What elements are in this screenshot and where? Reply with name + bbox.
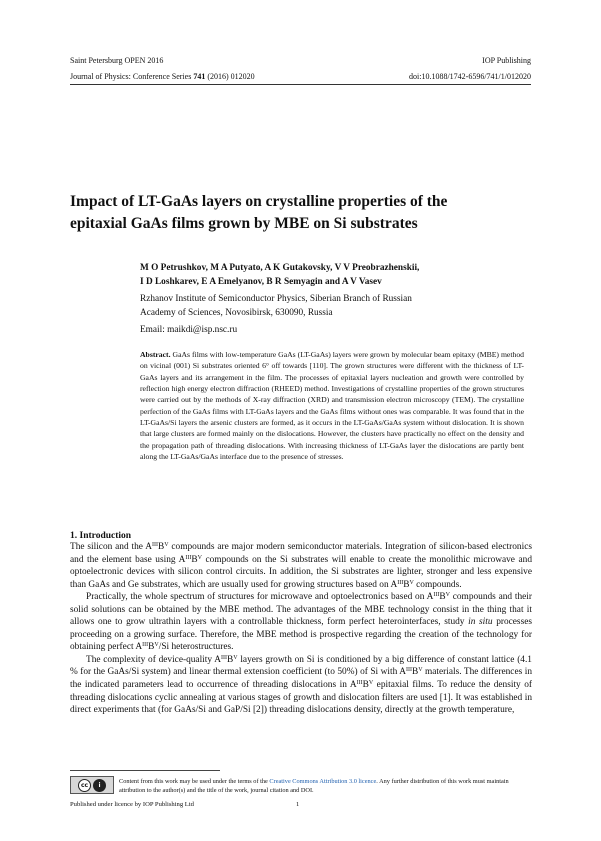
superscript: III	[397, 579, 404, 586]
doi[interactable]: doi:10.1088/1742-6596/741/1/012020	[409, 72, 531, 81]
text-run: B	[227, 654, 234, 665]
superscript: III	[221, 654, 228, 661]
superscript: III	[356, 680, 363, 687]
author-list	[140, 261, 530, 289]
superscript: III	[185, 554, 192, 561]
abstract	[140, 349, 524, 462]
cc-icon: cc	[78, 779, 91, 792]
superscript: III	[433, 592, 440, 599]
text-run: B	[362, 680, 369, 691]
journal-year-article: (2016) 012020	[205, 72, 255, 81]
title-line-2: epitaxial GaAs films grown by MBE on Si substrates	[70, 215, 418, 232]
superscript: III	[151, 542, 158, 548]
publisher-name: IOP Publishing	[482, 56, 531, 65]
text-run: compounds.	[413, 579, 462, 590]
affiliation	[140, 292, 530, 320]
conference-name: Saint Petersburg OPEN 2016	[70, 56, 164, 65]
superscript: V	[164, 542, 169, 548]
italic-term: in situ	[468, 617, 493, 628]
attribution-icon: i	[93, 779, 106, 792]
text-run: B	[439, 592, 446, 603]
footer-rule	[70, 770, 220, 771]
text-run: compounds on the Si substrates will enable to create the monolithic microwave and optoelectronic devices with silicon control circuits. In addition, the Si substrates are lighter, stronger and less expensive than GaAs and Ge substrates, which are usually used for growing structures based on A	[70, 554, 532, 590]
page-number: 1	[296, 801, 300, 808]
superscript: III	[405, 667, 412, 674]
section-heading-introduction: 1. Introduction	[70, 531, 132, 541]
text-run: The complexity of device-quality A	[86, 654, 222, 665]
contact-email[interactable]: Email: maikdi@isp.nsc.ru	[140, 325, 238, 335]
journal-citation	[70, 72, 255, 81]
superscript: V	[409, 579, 414, 586]
superscript: III	[142, 642, 149, 649]
affiliation-line-2: Academy of Sciences, Novosibirsk, 630090, Russia	[140, 308, 333, 318]
superscript: V	[197, 554, 202, 561]
license-link[interactable]: Creative Commons Attribution 3.0 licence	[269, 778, 377, 785]
abstract-label: Abstract.	[140, 350, 171, 359]
title-line-1: Impact of LT-GaAs layers on crystalline properties of the	[70, 193, 448, 210]
affiliation-line-1: Rzhanov Institute of Semiconductor Physics, Siberian Branch of Russian	[140, 294, 412, 304]
header-rule	[70, 84, 531, 85]
text-run: compounds are major modern semiconductor materials. Integration of silicon-based electronics and the element base using A	[70, 542, 532, 565]
text-run: The silicon and the A	[70, 542, 152, 552]
published-under-licence: Published under licence by IOP Publishing Ltd	[70, 801, 194, 808]
license-notice	[119, 777, 533, 795]
text-run: B	[411, 667, 419, 678]
text-run: materials. The differences in the indicated parameters lead to occurrence of threading dislocations in A	[70, 667, 532, 691]
article-title	[70, 191, 540, 235]
text-run: Practically, the whole spectrum of structures for microwave and optoelectronics based on A	[86, 592, 434, 603]
text-run: B	[191, 554, 198, 565]
paragraph-3	[70, 654, 532, 717]
journal-volume: 741	[193, 72, 206, 81]
superscript: V	[445, 592, 450, 599]
text-run: B	[148, 642, 155, 653]
superscript: V	[154, 642, 159, 649]
cc-by-license-icon[interactable]	[70, 776, 114, 794]
text-run: compounds and their solid solutions can be obtained by the MBE method. The advantages of the MBE technology consist in the thing that it allows one to grow ultrathin layers with a controllable thickness, form perfect heterointerfaces, study	[70, 592, 532, 628]
text-run: /Si heterostructures.	[158, 642, 234, 653]
paragraph-2	[70, 591, 532, 654]
introduction-body	[70, 541, 532, 717]
superscript: V	[368, 680, 374, 687]
text-run: B	[157, 542, 165, 552]
paragraph-1	[70, 541, 532, 591]
license-text-start: Content from this work may be used under the terms of the	[119, 778, 270, 785]
authors-line-2: I D Loshkarev, E A Emelyanov, B R Semyagin and A V Vasev	[140, 277, 382, 287]
license-text-end: . Any further distribution of this work must maintain attribution to the author(s) and the title of the work, journal citation and DOI.	[119, 778, 509, 794]
text-run: B	[403, 579, 410, 590]
text-run: epitaxial films. To reduce the density of threading dislocations cyclic annealing at various stages of growth and dislocation filters are used [1]. It was established in direct experiments that (for GaAs/Si and GaP/Si [2]) threading dislocations density, directly at the growth temperature,	[70, 680, 533, 716]
authors-line-1: M O Petrushkov, M A Putyato, A K Gutakovsky, V V Preobrazhenskii,	[140, 263, 420, 273]
abstract-text: GaAs films with low-temperature GaAs (LT-GaAs) layers were grown by molecular beam epitaxy (MBE) method on vicinal (001) Si substrates oriented 6° off towards [110]. The grown structures were different with the thickness of LT-GaAs layers and its arrangement in the film. The processes of epitaxial layers nucleation and growth were controlled by reflection high energy electron diffraction (RHEED) method. Investigations of crystalline properties of the grown structures were carried out by the methods of X-ray diffraction (XRD) and transmission electron microscopy (TEM). The crystalline perfection of the GaAs films with LT-GaAs layers and the GaAs films without ones was comparable. It was found that in the LT-GaAs/Si layers the arsenic clusters are formed, as it occurs in the LT-GaAs/GaAs system without dislocation. It is shown that large clusters are formed mainly on the dislocations. However, the clusters have practically no effect on the density and the propagation path of threading dislocations. With increasing thickness of LT-GaAs layer the dislocations are partly bent along the LT-GaAs/GaAs interface due to the presence of stresses.	[140, 350, 525, 462]
text-run: layers growth on Si is conditioned by a big difference of constant lattice (4.1 % for the GaAs/Si system) and linear thermal extension coefficient (to 50%) of Si with A	[70, 654, 532, 678]
journal-name: Journal of Physics: Conference Series	[70, 72, 194, 81]
superscript: V	[418, 667, 423, 674]
superscript: V	[233, 654, 238, 661]
text-run: processes proceeding on a growing surface. Therefore, the MBE method is prospective regarding the creation of the technology for obtaining perfect A	[70, 617, 532, 653]
